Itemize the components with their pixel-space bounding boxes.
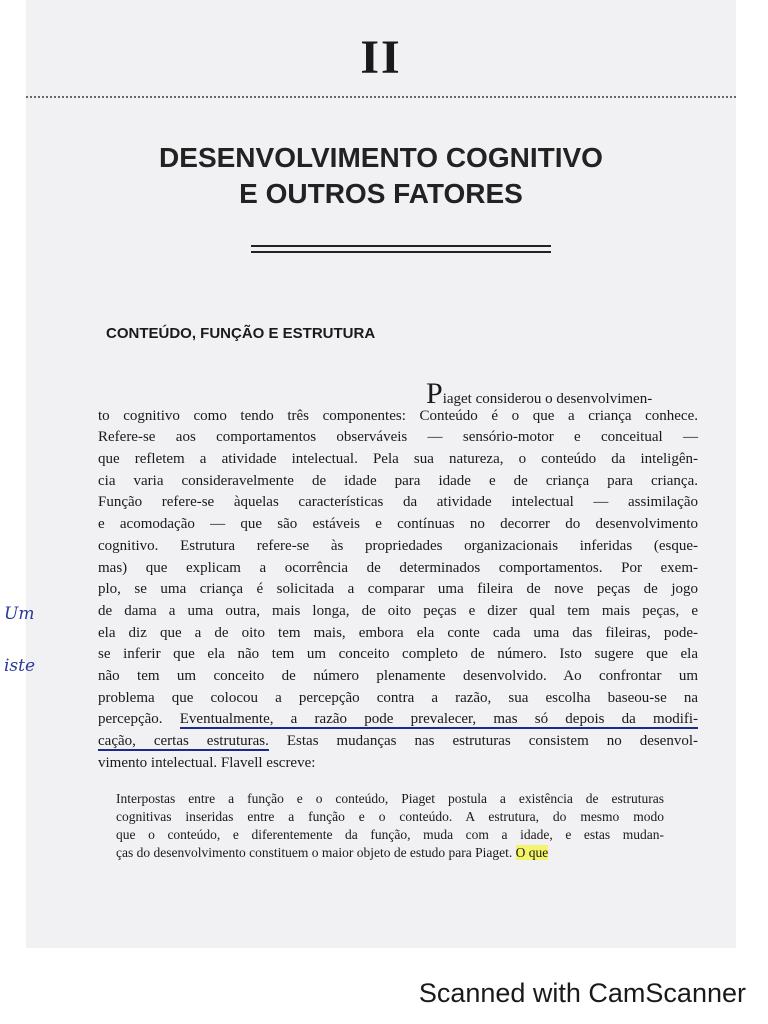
quote-line: ças do desenvolvimento constituem o maior objeto de estudo para Piaget. O que	[116, 845, 549, 860]
block-quote	[116, 790, 664, 862]
body-line: cognitivo. Estrutura refere-se às propriedades organizacionais inferidas (esque-	[98, 537, 698, 554]
body-line: de dama a uma outra, mais longa, de oito peças e dizer qual tem mais peças, e	[98, 602, 698, 619]
body-line: cação, certas estruturas. Estas mudanças nas estruturas consistem no desenvol-	[98, 733, 699, 749]
body-line: Função refere-se àquelas características da atividade intelectual — assimilação	[98, 494, 698, 511]
body-line: cia varia consideravelmente de idade para idade e de criança para criança.	[98, 472, 698, 489]
body-line: mas) que explicam a ocorrência de determinados comportamentos. Por exem-	[98, 559, 698, 576]
body-line: plo, se uma criança é solicitada a comparar uma fileira de nove peças de jogo	[98, 581, 698, 598]
dotted-divider	[26, 96, 736, 98]
chapter-title	[26, 140, 736, 212]
body-line: Piaget considerou o desenvolvimen-	[426, 377, 653, 410]
pen-underline: cação, certas estruturas.	[98, 733, 269, 749]
body-line: percepção. Eventualmente, a razão pode prevalecer, mas só depois da modifi-	[98, 711, 699, 728]
body-line: se inferir que ela não tem um conceito completo de número. Isto sugere que ela	[98, 646, 698, 663]
pen-underline: Eventualmente, a razão pode prevalecer, mas só depois da modifi-	[179, 711, 699, 728]
quote-line: Interpostas entre a função e o conteúdo, Piaget postula a existência de estruturas	[116, 791, 664, 806]
body-line: Refere-se aos comportamentos observáveis — sensório-motor e conceitual —	[98, 429, 698, 446]
body-line: ela diz que a de oito tem mais, embora ela conte cada uma das fileiras, pode-	[98, 624, 698, 641]
body-line: vimento intelectual. Flavell escreve:	[98, 754, 316, 771]
body-paragraph	[98, 377, 699, 774]
body-line: e acomodação — que são estáveis e contínuas no decorrer do desenvolvimento	[98, 516, 698, 533]
body-line: problema que colocou a percepção contra a razão, sua escolha baseou-se na	[98, 689, 698, 706]
handwritten-margin-note: iste	[4, 656, 36, 676]
highlighted-text: O que	[515, 845, 549, 860]
quote-line: que o conteúdo, e diferentemente da função, muda com a idade, e estas mudan-	[116, 827, 664, 842]
drop-cap: P	[426, 377, 443, 410]
chapter-title-line-1: DESENVOLVIMENTO COGNITIVO	[159, 142, 603, 173]
chapter-title-line-2: E OUTROS FATORES	[239, 178, 523, 209]
body-line: não tem um conceito de número plenamente desenvolvido. Ao confrontar um	[98, 667, 698, 684]
quote-line: cognitivas inseridas entre a função e o conteúdo. A estrutura, do mesmo modo	[116, 809, 664, 824]
title-double-rule	[251, 245, 551, 253]
handwritten-margin-note: Um	[4, 604, 35, 624]
chapter-number: II	[360, 31, 402, 84]
scanned-page	[26, 0, 736, 948]
body-line: que refletem a atividade intelectual. Pela sua natureza, o conteúdo da inteligên-	[98, 451, 698, 468]
camscanner-watermark: Scanned with CamScanner	[418, 978, 746, 1008]
section-heading: CONTEÚDO, FUNÇÃO E ESTRUTURA	[106, 325, 376, 342]
body-line: to cognitivo como tendo três componentes: Conteúdo é o que a criança conhece.	[98, 407, 698, 424]
